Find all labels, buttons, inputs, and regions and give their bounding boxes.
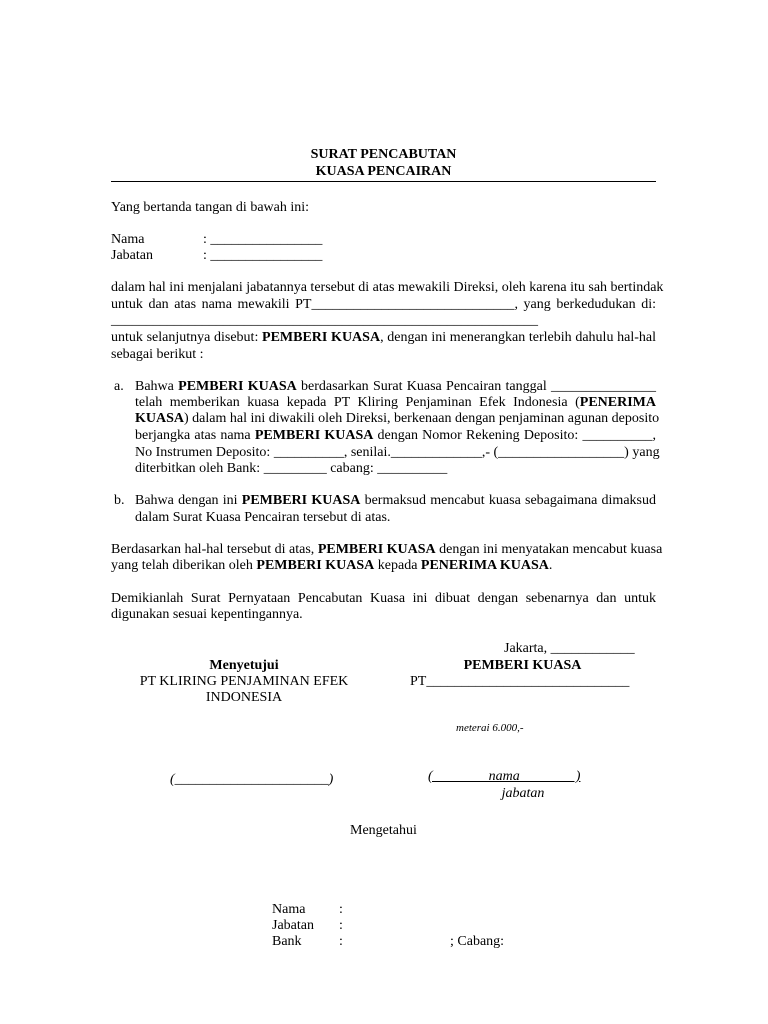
ack-colon-nama: :: [339, 902, 343, 917]
title-divider: [111, 181, 656, 182]
item-a-line-4: [135, 427, 656, 444]
item-a-line-1-post: berdasarkan Surat Kuasa Pencairan tanggal _______________: [296, 379, 656, 394]
left-sign-company-2: INDONESIA: [205, 690, 283, 705]
field-value-jabatan: : ________________: [203, 248, 323, 263]
para2-line-2-post: .: [548, 558, 553, 573]
field-value-nama: : ________________: [203, 232, 323, 247]
para2-line-1: [111, 541, 663, 558]
para3-line-2: digunakan sesuai kepentingannya.: [111, 607, 303, 622]
para2-line-2: [111, 557, 552, 574]
right-signature-name: ( nama ): [428, 769, 581, 784]
intro-text: Yang bertanda tangan di bawah ini:: [111, 200, 310, 215]
para2-line-1-post: dengan ini menyatakan mencabut kuasa: [435, 542, 663, 557]
para1-line-4-post: , dengan ini menerangkan terlebih dahulu hal-hal: [380, 330, 656, 345]
ack-branch: ; Cabang:: [450, 934, 505, 949]
item-a-line-2: [135, 394, 656, 411]
item-a-line-1-pre: Bahwa: [135, 379, 179, 394]
ack-label-bank: Bank: [272, 934, 302, 949]
para3-line-1: Demikianlah Surat Pernyataan Pencabutan Kuasa ini dibuat dengan sebenarnya dan untuk: [111, 591, 656, 606]
item-a-line-2-bold: PENERIMA: [579, 395, 656, 410]
item-a-line-4-post: dengan Nomor Rekening Deposito: __________,: [373, 428, 656, 443]
para2-line-2-bold-1: PEMBERI KUASA: [256, 558, 375, 573]
field-label-jabatan: Jabatan: [111, 248, 153, 263]
left-signature-line: (______________________): [170, 772, 334, 787]
item-a-line-3-post: ) dalam hal ini diwakili oleh Direksi, berkenaan dengan penjaminan agunan deposito: [184, 411, 660, 426]
right-sign-heading: PEMBERI KUASA: [463, 658, 582, 673]
item-a-line-1-bold: PEMBERI KUASA: [178, 379, 297, 394]
item-a-line-2-pre: telah memberikan kuasa kepada PT Kliring Penjaminan Efek Indonesia (: [135, 395, 580, 410]
item-a-line-1: [135, 378, 656, 395]
para1-line-3: _____________________________________________________________: [111, 313, 538, 328]
item-b-line-1-pre: Bahwa dengan ini: [135, 493, 242, 508]
para2-line-2-bold-2: PENERIMA KUASA: [420, 558, 549, 573]
field-label-nama: Nama: [111, 232, 145, 247]
right-signature-position: jabatan: [501, 786, 545, 801]
right-sign-company: PT_____________________________: [410, 674, 630, 689]
para2-line-1-pre: Berdasarkan hal-hal tersebut di atas,: [111, 542, 318, 557]
item-b-line-2: dalam Surat Kuasa Pencairan tersebut di atas.: [135, 510, 391, 525]
para1-line-4: [111, 329, 656, 346]
ack-label-nama: Nama: [272, 902, 306, 917]
para1-line-2: untuk dan atas nama mewakili PT_____________________________, yang berkedudukan di:: [111, 297, 656, 312]
item-b-line-1-bold: PEMBERI KUASA: [241, 493, 361, 508]
acknowledge-heading: Mengetahui: [350, 823, 417, 838]
left-sign-heading: Menyetujui: [209, 658, 279, 673]
title-line-2: KUASA PENCAIRAN: [315, 164, 452, 179]
item-a-line-6: diterbitkan oleh Bank: _________ cabang: __________: [135, 461, 448, 476]
item-a-line-4-bold: PEMBERI KUASA: [254, 428, 374, 443]
ack-colon-jabatan: :: [339, 918, 343, 933]
item-b-line-1: [135, 492, 656, 509]
title-line-1: SURAT PENCABUTAN: [310, 147, 457, 162]
para2-line-2-pre: yang telah diberikan oleh: [111, 558, 257, 573]
meterai-stamp-label: meterai 6.000,-: [456, 722, 524, 734]
para1-line-4-pre: untuk selanjutnya disebut:: [111, 330, 263, 345]
para1-line-1: dalam hal ini menjalani jabatannya tersebut di atas mewakili Direksi, oleh karena itu sah bertindak: [111, 280, 664, 295]
para2-line-2-mid: kepada: [374, 558, 421, 573]
item-a-line-3-bold: KUASA: [135, 411, 185, 426]
para1-line-5: sebagai berikut :: [111, 347, 204, 362]
place-date: Jakarta, ____________: [504, 641, 635, 656]
item-a-line-5: No Instrumen Deposito: __________, senilai._____________,- (__________________) yang: [135, 445, 660, 460]
item-b-marker: b.: [114, 493, 125, 508]
left-sign-company-1: PT KLIRING PENJAMINAN EFEK: [139, 674, 349, 689]
para2-line-1-bold: PEMBERI KUASA: [317, 542, 436, 557]
para1-line-4-bold: PEMBERI KUASA: [262, 330, 381, 345]
ack-label-jabatan: Jabatan: [272, 918, 314, 933]
item-a-line-4-pre: berjangka atas nama: [135, 428, 255, 443]
ack-colon-bank: :: [339, 934, 343, 949]
item-b-line-1-post: bermaksud mencabut kuasa sebagaimana dimaksud: [360, 493, 656, 508]
item-a-marker: a.: [114, 379, 124, 394]
item-a-line-3: [135, 410, 660, 427]
